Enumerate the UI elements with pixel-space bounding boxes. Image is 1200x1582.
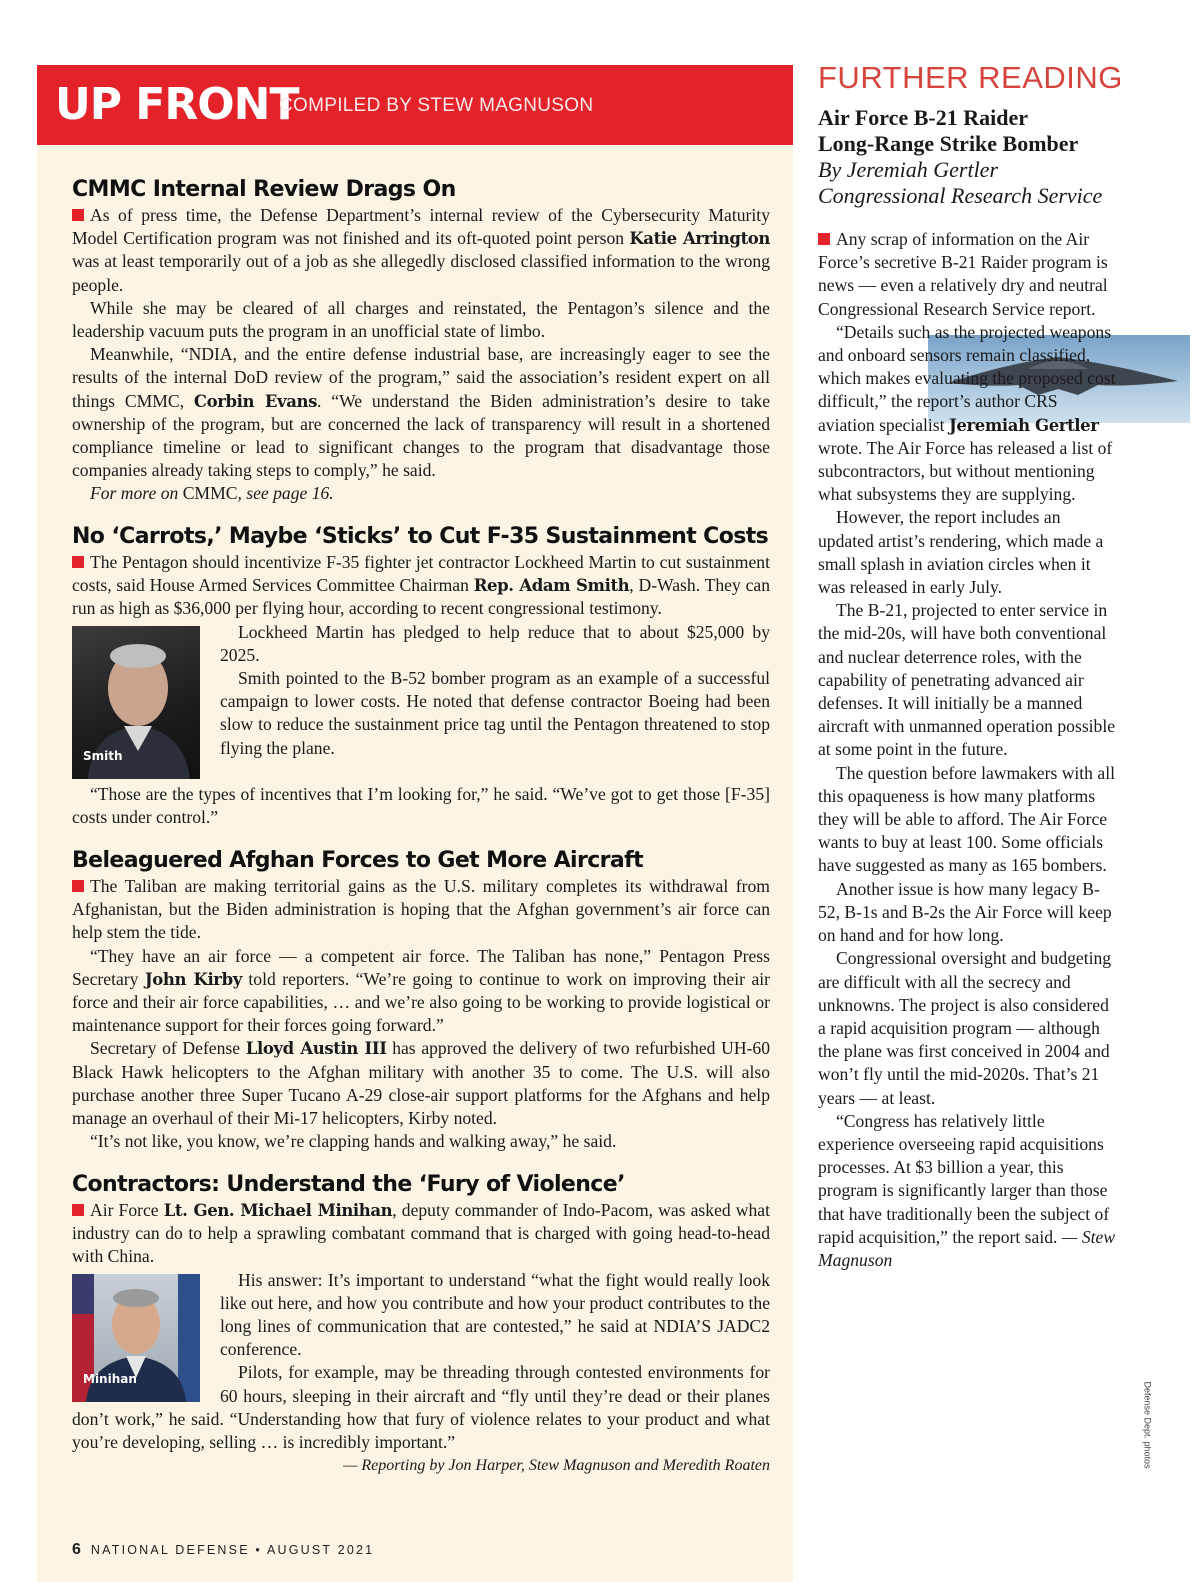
story-cmmc	[72, 175, 770, 506]
story-paragraph: Lockheed Martin has pledged to help reduce that to about $25,000 by 2025.	[220, 621, 770, 665]
story-paragraph: Meanwhile, “NDIA, and the entire defense industrial base, are increasingly eager to see the results of the internal DoD review of the program,” said the association’s resident expert on all things CMMC, Corbin Evans. “We understand the Biden administration’s desire to take ownership of the program, but are concerned the lack of transparency will result in a shortened compliance timeline or lead to significant changes to the program that disadvantage those companies already taking steps to comply,” he said.	[72, 344, 771, 481]
section-banner	[37, 65, 793, 145]
bullet-square-icon	[72, 209, 84, 221]
story-paragraph: As of press time, the Defense Department’s internal review of the Cybersecurity Maturity Model Certification program was not finished and its oft-quoted point person Katie Arrington was at least temporarily out of a job as she allegedly disclosed classified information to the wrong people.	[72, 205, 770, 295]
story-paragraph: The Taliban are making territorial gains as the U.S. military completes its withdrawal from Afghanistan, but the Biden administration is hoping that the Afghan government’s air force can help stem the tide.	[72, 876, 770, 943]
section-title: UP FRONT	[55, 79, 299, 130]
further-reading-title: Air Force B-21 Raider Long-Range Strike Bomber By Jeremiah Gertler Congressional Research Service	[818, 105, 1103, 208]
bullet-square-icon	[72, 556, 84, 568]
person-name: Lt. Gen. Michael Minihan	[163, 1201, 393, 1220]
person-name: Jeremiah Gertler	[948, 415, 1099, 435]
story-paragraph: “It’s not like, you know, we’re clapping hands and walking away,” he said.	[90, 1131, 617, 1152]
page-footer	[72, 1541, 374, 1559]
minihan-photo	[72, 1274, 200, 1402]
story-paragraph: “Those are the types of incentives that I’m looking for,” he said. “We’ve got to get those [F-35] costs under control.”	[72, 783, 770, 827]
story-paragraph: Smith pointed to the B-52 bomber program as an example of a successful campaign to lower costs. He noted that defense contractor Boeing had been slow to reduce the sustainment price tag until the Pentagon threatened to stop flying the plane.	[220, 668, 770, 758]
story-headline: CMMC Internal Review Drags On	[72, 177, 456, 202]
story-paragraph: Congressional oversight and budgeting are difficult with all the secrecy and unknowns. The project is also considered a rapid acquisition program — although the plane was first conceived in 2004 and won’t fly until the mid-2020s. That’s 21 years — at least.	[818, 948, 1112, 1108]
further-reading-body	[818, 228, 1118, 1272]
person-name: Lloyd Austin III	[245, 1039, 387, 1059]
signature: — Stew Magnuson	[818, 1226, 1116, 1270]
story-paragraph: Secretary of Defense Lloyd Austin III has approved the delivery of two refurbished UH-60 Black Hawk helicopters to the Afghan military with another 35 to come. The U.S. will also purchase another three Super Tucano A-29 close-air support platforms for the Afghans and help manage an overhaul of their Mi-17 helicopters, Kirby noted.	[72, 1038, 770, 1129]
photo-caption: Minihan	[83, 1372, 137, 1387]
story-headline: No ‘Carrots,’ Maybe ‘Sticks’ to Cut F-35 Sustainment Costs	[72, 524, 769, 549]
story-paragraph: Any scrap of information on the Air Force’s secretive B-21 Raider program is news — even a relatively dry and neutral Congressional Research Service report.	[818, 229, 1108, 319]
photo-caption: Smith	[83, 749, 123, 764]
story-paragraph: Pilots, for example, may be threading through contested environments for 60 hours, sleeping in their aircraft and “fly until they’re dead or their planes don’t work,” he said. “Understanding how that fury of violence relates to your product and what you’re developing, selling … is incredibly important.”	[72, 1362, 770, 1453]
story-f35	[72, 522, 770, 829]
person-name: Rep. Adam Smith	[473, 576, 630, 596]
person-name: Corbin Evans	[193, 391, 318, 411]
story-paragraph: “They have an air force — a competent air force. The Taliban has none,” Pentagon Press Secretary John Kirby told reporters. “We’re going to continue to work on improving their air force and their air force capabilities, … and we’re also going to be working to provide logistical or maintenance support for their forces going forward.”	[72, 945, 770, 1036]
story-paragraph: Another issue is how many legacy B-52, B-1s and B-2s the Air Force will keep on hand and for how long.	[818, 878, 1112, 946]
story-paragraph: Air Force Lt. Gen. Michael Minihan, deputy commander of Indo-Pacom, was asked what industry can do to help a sprawling combatant command that is charged with going head-to-head with China.	[72, 1200, 770, 1267]
story-paragraph: “Details such as the projected weapons and onboard sensors remain classified, which makes evaluating the proposed cost difficult,” the report’s author CRS aviation specialist Jeremiah Gertler wrote. The Air Force has released a list of subcontractors, but without mentioning what subsystems they are supplying.	[818, 321, 1116, 505]
story-paragraph: However, the report includes an updated artist’s rendering, which made a small splash in aviation circles when it was released in early July.	[818, 507, 1104, 598]
story-headline: Contractors: Understand the ‘Fury of Violence’	[72, 1172, 625, 1197]
bullet-square-icon	[72, 1204, 84, 1216]
photo-credit: Defense Dept. photos	[1142, 1381, 1153, 1469]
page-number: 6	[72, 1541, 81, 1558]
story-paragraph: The B-21, projected to enter service in the mid-20s, will have both conventional and nuclear deterrence roles, with the capability of penetrating advanced air defenses. It will initially be a manned aircraft with unmanned operation possible at some point in the future.	[818, 600, 1116, 760]
story-afghan	[72, 846, 770, 1153]
story-paragraph: The Pentagon should incentivize F-35 fighter jet contractor Lockheed Martin to cut sustainment costs, said House Armed Services Committee Chairman Rep. Adam Smith, D-Wash. They can run as high as $36,000 per flying hour, according to recent congressional testimony.	[72, 552, 770, 619]
smith-photo	[72, 626, 200, 779]
reporting-credit: — Reporting by Jon Harper, Stew Magnuson and Meredith Roaten	[343, 1457, 770, 1475]
story-paragraph: For more on CMMC, see page 16.	[90, 483, 334, 504]
bullet-square-icon	[72, 880, 84, 892]
person-name: John Kirby	[144, 969, 242, 989]
story-contractors	[72, 1170, 770, 1477]
publication-line: NATIONAL DEFENSE • AUGUST 2021	[90, 1543, 375, 1557]
person-name: Katie Arrington	[629, 229, 770, 249]
compiled-by: COMPILED BY STEW MAGNUSON	[279, 95, 594, 116]
story-paragraph: His answer: It’s important to understand “what the fight would really look like out here, and how you contribute and how your product contributes to the long lines of communication that are contested,” he said at NDIA’S JADC2 conference.	[220, 1269, 770, 1360]
story-paragraph: “Congress has relatively little experience overseeing rapid acquisitions processes. At $3 billion a year, this program is significantly larger than those that have traditionally been the subject of rapid acquisition,” the report said. — Stew Magnuson	[818, 1110, 1116, 1270]
further-reading-header: FURTHER READING	[818, 60, 1123, 95]
story-paragraph: The question before lawmakers with all this opaqueness is how many platforms they will be able to afford. The Air Force wants to buy at least 100. Some officials have suggested as many as 165 bombers.	[818, 762, 1115, 876]
bullet-square-icon	[818, 233, 830, 245]
story-paragraph: While she may be cleared of all charges and reinstated, the Pentagon’s silence and the leadership vacuum puts the program in an unofficial state of limbo.	[72, 297, 770, 342]
story-headline: Beleaguered Afghan Forces to Get More Aircraft	[72, 848, 644, 873]
